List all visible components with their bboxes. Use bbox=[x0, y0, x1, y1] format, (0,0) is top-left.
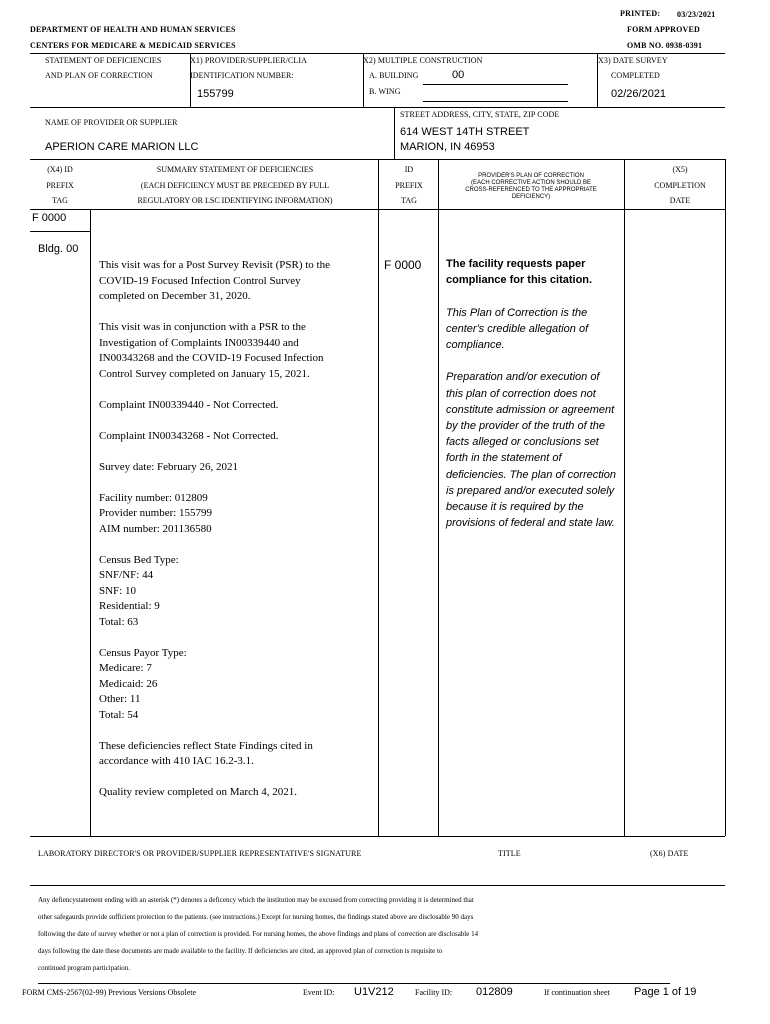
disclaimer-line: following the date of survey whether or not a plan of correction is provided. For nursing homes, the above findings and plans of correction are disclosable 14 bbox=[38, 930, 479, 938]
centers-name: CENTERS FOR MEDICARE & MEDICAID SERVICES bbox=[30, 41, 236, 50]
building-value: 00 bbox=[452, 69, 465, 81]
facility-id-value: 012809 bbox=[476, 986, 513, 998]
x5-header-2: COMPLETION bbox=[654, 181, 706, 190]
deficiency-tag: F 0000 bbox=[32, 212, 67, 224]
tag-underline bbox=[30, 231, 90, 232]
census-bed-snf: SNF: 10 bbox=[99, 584, 136, 597]
x2-label: X2) MULTIPLE CONSTRUCTION bbox=[363, 56, 483, 65]
x3-label: X3) DATE SURVEY bbox=[598, 56, 668, 65]
poc-request-line-1: The facility requests paper bbox=[446, 258, 586, 270]
rule-top bbox=[30, 53, 725, 54]
provider-name: APERION CARE MARION LLC bbox=[45, 141, 199, 153]
disclaimer-line: continued program participation. bbox=[38, 964, 130, 972]
city-state-zip: MARION, IN 46953 bbox=[400, 141, 495, 153]
census-bed-snf-nf: SNF/NF: 44 bbox=[99, 569, 154, 581]
id-header-1: ID bbox=[404, 165, 414, 174]
poc-request-line-2: compliance for this citation. bbox=[446, 274, 593, 287]
building-underline bbox=[423, 84, 568, 85]
col-rule-5 bbox=[725, 159, 726, 836]
continuation-label: If continuation sheet bbox=[544, 988, 610, 997]
disclaimer-line: days following the date these documents are made available to the facility. If deficiencies are cited, an approved plan of correction is requisite to bbox=[38, 947, 443, 955]
summary-header-2: (EACH DEFICIENCY MUST BE PRECEDED BY FULL bbox=[140, 181, 330, 190]
statement-label-2: AND PLAN OF CORRECTION bbox=[45, 71, 153, 80]
summary-paragraph: Complaint IN00339440 - Not Corrected. bbox=[99, 398, 279, 411]
x5-header-3: DATE bbox=[669, 196, 691, 205]
printed-label: PRINTED: bbox=[620, 9, 661, 18]
summary-paragraph: This visit was for a Post Survey Revisit (PSR) to the COVID-19 Focused Infection Control Survey completed on December 31, 2020. bbox=[99, 259, 330, 302]
form-number: FORM CMS-2567(02-99) Previous Versions Obsolete bbox=[22, 988, 197, 997]
omb-number: OMB NO. 0938-0391 bbox=[627, 41, 703, 50]
summary-paragraph: Survey date: February 26, 2021 bbox=[99, 460, 238, 473]
summary-paragraph: This visit was in conjunction with a PSR to the Investigation of Complaints IN00339440 and IN00343268 and the COVID-19 Focused Infection Control Survey completed on January 15, 2021. bbox=[99, 321, 324, 380]
id-header-3: TAG bbox=[401, 196, 417, 205]
wing-label: B. WING bbox=[369, 87, 401, 96]
aim-number: AIM number: 201136580 bbox=[99, 522, 212, 535]
summary-header-3: REGULATORY OR LSC IDENTIFYING INFORMATION) bbox=[137, 196, 333, 205]
rule-signature-bottom bbox=[30, 885, 725, 886]
statement-label-1: STATEMENT OF DEFICIENCIES bbox=[45, 56, 162, 65]
building-tag: Bldg. 00 bbox=[38, 243, 79, 255]
plan-id-tag: F 0000 bbox=[384, 258, 422, 272]
col-rule-4 bbox=[624, 159, 625, 836]
rule-signature-top bbox=[30, 836, 725, 837]
x5-header-1: (X5) bbox=[672, 165, 688, 174]
quality-review-note: Quality review completed on March 4, 2021. bbox=[99, 786, 297, 798]
x4-header-2: PREFIX bbox=[46, 181, 74, 190]
census-bed-heading: Census Bed Type: bbox=[99, 553, 179, 566]
plan-header-3: CROSS-REFERENCED TO THE APPROPRIATE bbox=[465, 187, 597, 193]
signature-label: LABORATORY DIRECTOR'S OR PROVIDER/SUPPLIER REPRESENTATIVE'S SIGNATURE bbox=[38, 849, 362, 858]
building-label: A. BUILDING bbox=[369, 71, 419, 80]
survey-completed-date: 02/26/2021 bbox=[611, 88, 667, 100]
census-bed-total: Total: 63 bbox=[99, 615, 139, 628]
page-number: Page 1 of 19 bbox=[634, 986, 697, 998]
disclaimer-line: Any defiencystatement ending with an asterisk (*) denotes a deficency which the institution may be excused from correcting providing it is determined that bbox=[38, 896, 474, 904]
poc-allegation: This Plan of Correction is the center's credible allegation of compliance. bbox=[446, 306, 589, 351]
plan-of-correction bbox=[446, 256, 618, 531]
disclaimer-line: other safegaurds provide sufficient protection to the patients. (see instructions.) Except for nursing homes, the findings stated above are disclosable 90 days bbox=[38, 913, 474, 921]
summary-header-1: SUMMARY STATEMENT OF DEFICIENCIES bbox=[156, 165, 314, 174]
summary-statement bbox=[99, 258, 344, 816]
plan-header-1: PROVIDER'S PLAN OF CORRECTION bbox=[478, 173, 584, 179]
printed-date: 03/23/2021 bbox=[677, 10, 716, 19]
col-rule-1 bbox=[90, 209, 91, 836]
address-label: STREET ADDRESS, CITY, STATE, ZIP CODE bbox=[400, 110, 560, 119]
event-id-label: Event ID: bbox=[303, 988, 335, 997]
census-payor-heading: Census Payor Type: bbox=[99, 646, 187, 659]
form-approved: FORM APPROVED bbox=[627, 25, 701, 34]
facility-id-label: Facility ID: bbox=[415, 988, 453, 997]
rule-v-address bbox=[394, 107, 395, 159]
plan-header-2: (EACH CORRECTIVE ACTION SHOULD BE bbox=[470, 180, 592, 186]
id-header-2: PREFIX bbox=[395, 181, 423, 190]
title-label: TITLE bbox=[498, 849, 521, 858]
x1-sublabel: IDENTIFICATION NUMBER: bbox=[190, 71, 294, 80]
state-findings-note: These deficiencies reflect State Findings cited in accordance with 410 IAC 16.2-3.1. bbox=[99, 739, 313, 767]
rule-footer bbox=[38, 983, 670, 984]
census-bed-residential: Residential: 9 bbox=[99, 600, 160, 612]
summary-paragraph: Complaint IN00343268 - Not Corrected. bbox=[99, 429, 279, 442]
street-address: 614 WEST 14TH STREET bbox=[400, 126, 530, 138]
x1-label: X1) PROVIDER/SUPPLIER/CLIA bbox=[190, 56, 308, 65]
provider-number: Provider number: 155799 bbox=[99, 507, 213, 519]
event-id-value: U1V212 bbox=[354, 986, 394, 998]
plan-header-4: DEFICIENCY) bbox=[511, 194, 551, 200]
provider-id-value: 155799 bbox=[197, 88, 234, 100]
department-name: DEPARTMENT OF HEALTH AND HUMAN SERVICES bbox=[30, 25, 236, 34]
col-rule-2 bbox=[378, 159, 379, 836]
x4-header-3: TAG bbox=[52, 196, 68, 205]
x4-header-1: (X4) ID bbox=[47, 165, 73, 174]
rule-mid bbox=[30, 107, 725, 108]
disclaimer bbox=[38, 892, 718, 977]
census-payor-medicaid: Medicaid: 26 bbox=[99, 677, 158, 690]
x3-sublabel: COMPLETED bbox=[611, 71, 660, 80]
wing-underline bbox=[423, 101, 568, 102]
census-payor-total: Total: 54 bbox=[99, 708, 139, 721]
census-payor-other: Other: 11 bbox=[99, 693, 141, 705]
census-payor-medicare: Medicare: 7 bbox=[99, 662, 152, 674]
facility-number: Facility number: 012809 bbox=[99, 491, 208, 504]
col-rule-3 bbox=[438, 159, 439, 836]
x6-date-label: (X6) DATE bbox=[650, 849, 689, 858]
provider-name-label: NAME OF PROVIDER OR SUPPLIER bbox=[45, 118, 178, 127]
poc-disclaimer: Preparation and/or execution of this plan of correction does not constitute admission or agreement by the provider of the truth of the facts alleged or conclusions set forth in the statement of deficiencies. The plan of correction is prepared and/or executed solely because it is required by the provisions of federal and state law. bbox=[446, 371, 616, 530]
